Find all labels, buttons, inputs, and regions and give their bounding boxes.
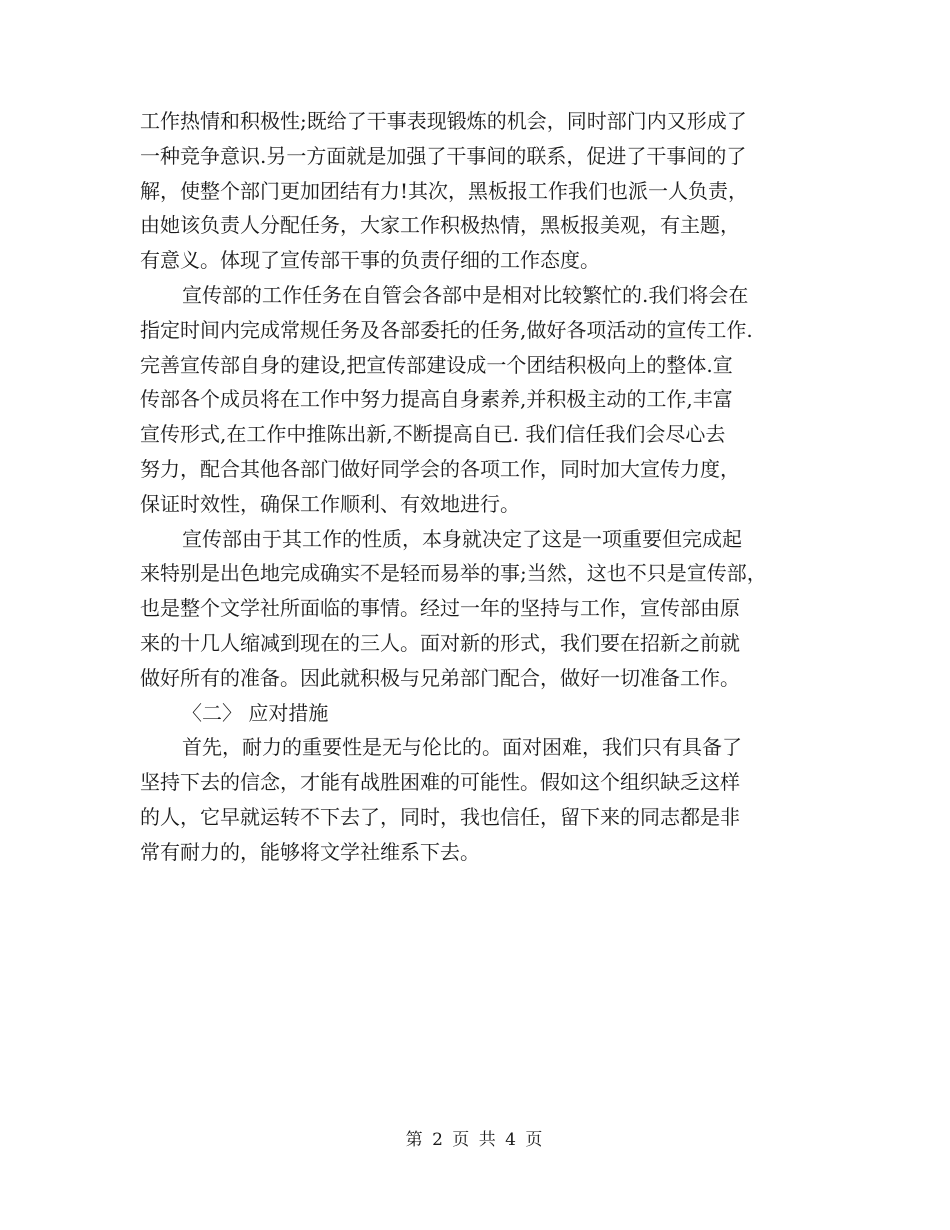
text-line: 宣传部的工作任务在自管会各部中是相对比较繁忙的.我们将会在 [182,282,749,307]
text-line: 来的十几人缩减到现在的三人。面对新的形式，我们要在招新之前就 [140,630,740,655]
text-line: 宣传形式,在工作中推陈出新,不断提高自已. 我们信任我们会尽心去 [140,422,726,447]
text-line: 传部各个成员将在工作中努力提高自身素养,并积极主动的工作,丰富 [140,387,733,412]
text-line: 宣传部由于其工作的性质，本身就决定了这是一项重要但完成起 [182,526,742,551]
text-line: 常有耐力的，能够将文学社维系下去。 [140,839,480,864]
page-footer: 第 2 页 共 4 页 [405,1130,545,1150]
text-line: 解，使整个部门更加团结有力!其次，黑板报工作我们也派一人负责， [140,178,749,203]
text-line: 有意义。体现了宣传部干事的负责仔细的工作态度。 [140,248,600,273]
text-line: 也是整个文学社所面临的事情。经过一年的坚持与工作，宣传部由原 [140,596,740,621]
text-line: 保证时效性，确保工作顺利、有效地进行。 [140,491,520,516]
text-line: 完善宣传部自身的建设,把宣传部建设成一个团结积极向上的整体.宣 [140,352,733,377]
text-line: 由她该负责人分配任务，大家工作积极热情，黑板报美观，有主题， [140,213,740,238]
text-line: 首先，耐力的重要性是无与伦比的。面对困难，我们只有具备了 [182,735,742,760]
text-line: 坚持下去的信念，才能有战胜困难的可能性。假如这个组织缺乏这样 [140,770,740,795]
text-line: 工作热情和积极性;既给了干事表现锻炼的机会，同时部门内又形成了 [140,109,747,133]
text-line: 指定时间内完成常规任务及各部委托的任务,做好各项活动的宣传工作. [140,317,753,342]
text-line: 做好所有的准备。因此就积极与兄弟部门配合，做好一切准备工作。 [140,665,740,690]
text-line: 的人，它早就运转不下去了，同时，我也信任，留下来的同志都是非 [140,804,740,829]
text-line: 〈二〉 应对措施 [182,700,329,725]
document-body [140,104,820,870]
text-line: 一种竞争意识.另一方面就是加强了干事间的联系，促进了干事间的了 [140,143,747,168]
text-line: 来特别是出色地完成确实不是轻而易举的事;当然，这也不只是宣传部， [140,561,767,586]
text-line: 努力，配合其他各部门做好同学会的各项工作，同时加大宣传力度， [140,456,740,481]
